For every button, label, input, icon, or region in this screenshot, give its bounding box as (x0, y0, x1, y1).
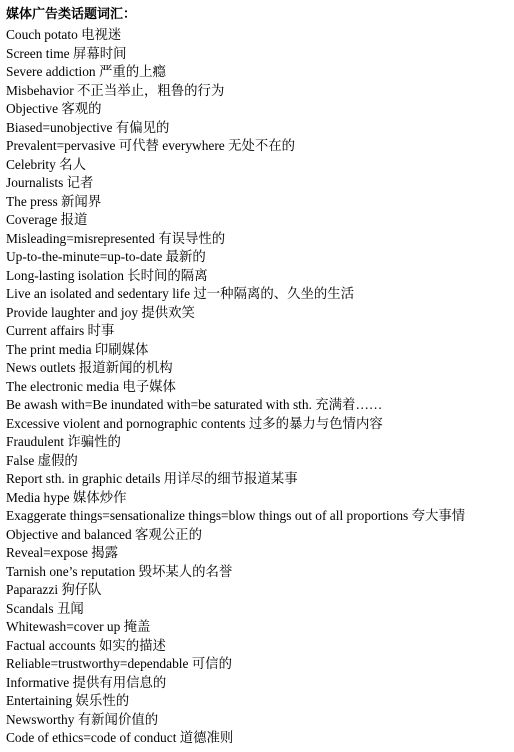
vocabulary-document (6, 6, 510, 748)
vocabulary-entry: Reveal=expose 揭露 (6, 545, 119, 560)
vocabulary-entry: Coverage 报道 (6, 212, 88, 227)
vocabulary-entry: Misbehavior 不正当举止，粗鲁的行为 (6, 82, 225, 98)
vocabulary-entry: Misleading=misrepresented 有误导性的 (6, 230, 226, 246)
vocabulary-entry: Objective 客观的 (6, 101, 102, 116)
vocabulary-entry: Provide laughter and joy 提供欢笑 (6, 304, 195, 320)
vocabulary-entry: Celebrity 名人 (6, 156, 86, 172)
vocabulary-entry: Informative 提供有用信息的 (6, 674, 167, 690)
vocabulary-entry: News outlets 报道新闻的机构 (6, 360, 173, 375)
vocabulary-entry: Up-to-the-minute=up-to-date 最新的 (6, 249, 206, 264)
vocabulary-entry: Excessive violent and pornographic contents 过多的暴力与色情内容 (6, 415, 383, 431)
vocabulary-entry: Entertaining 娱乐性的 (6, 693, 130, 708)
vocabulary-entry: Screen time 屏幕时间 (6, 45, 127, 61)
vocabulary-entry: Factual accounts 如实的描述 (6, 637, 166, 653)
vocabulary-entry: Media hype 媒体炒作 (6, 489, 127, 505)
vocabulary-entry: False 虚假的 (6, 452, 78, 468)
vocabulary-entry: Prevalent=pervasive 可代替 everywhere 无处不在的 (6, 138, 296, 153)
vocabulary-entry: Report sth. in graphic details 用详尽的细节报道某事 (6, 471, 298, 486)
vocabulary-entry: Severe addiction 严重的上瘾 (6, 64, 166, 79)
vocabulary-entry: Reliable=trustworthy=dependable 可信的 (6, 656, 232, 671)
vocabulary-entry: Journalists 记者 (6, 175, 94, 190)
vocabulary-entry: Current affairs 时事 (6, 323, 115, 338)
vocabulary-entry: Live an isolated and sedentary life 过一种隔离的、久坐的生活 (6, 286, 355, 301)
vocabulary-entry: Long-lasting isolation 长时间的隔离 (6, 267, 208, 283)
vocabulary-entry: Newsworthy 有新闻价值的 (6, 711, 159, 727)
document-title: 媒体广告类话题词汇： (6, 7, 137, 22)
vocabulary-entry: Whitewash=cover up 掩盖 (6, 619, 151, 634)
vocabulary-entry: The print media 印刷媒体 (6, 341, 149, 357)
vocabulary-entry: Couch potato 电视迷 (6, 27, 122, 42)
vocabulary-entry: Biased=unobjective 有偏见的 (6, 119, 170, 135)
vocabulary-entry: Tarnish one’s reputation 毁坏某人的名誉 (6, 563, 233, 579)
vocabulary-entry: Scandals 丑闻 (6, 600, 84, 616)
vocabulary-entry: Be awash with=Be inundated with=be saturated with sth. 充满着…… (6, 397, 383, 412)
vocabulary-entry: Exaggerate things=sensationalize things=blow things out of all proportions 夸大事情 (6, 508, 466, 523)
vocabulary-entry: Code of ethics=code of conduct 道德准则 (6, 730, 234, 745)
vocabulary-list (6, 26, 510, 748)
vocabulary-entry: Objective and balanced 客观公正的 (6, 526, 202, 542)
vocabulary-entry: Fraudulent 诈骗性的 (6, 434, 121, 449)
vocabulary-entry: Paparazzi 狗仔队 (6, 582, 102, 597)
vocabulary-entry: The press 新闻界 (6, 193, 102, 209)
vocabulary-entry: The electronic media 电子媒体 (6, 378, 176, 394)
